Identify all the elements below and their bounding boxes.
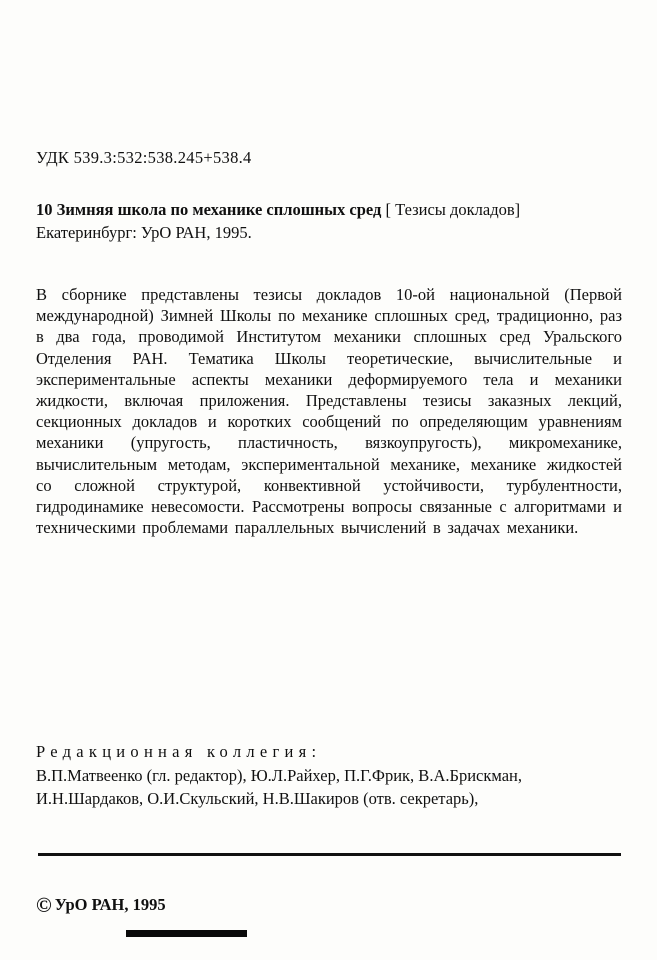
editorial-board-line-1: В.П.Матвеенко (гл. редактор), Ю.Л.Райхер, П.Г.Фрик, В.А.Брискман,: [36, 766, 522, 785]
book-title: 10 Зимняя школа по механике сплошных сред: [36, 200, 382, 219]
title-line: [36, 198, 622, 221]
title-block: [36, 198, 622, 244]
copyright-text: УрО РАН, 1995: [54, 895, 166, 914]
printer-mark-bar: [126, 930, 247, 937]
udk-classification: УДК 539.3:532:538.245+538.4: [36, 148, 252, 167]
editorial-board-line-2: И.Н.Шардаков, О.И.Скульский, Н.В.Шакиров (отв. секретарь),: [36, 789, 479, 808]
editorial-board-block: [36, 740, 622, 810]
editorial-board-heading: Редакционная коллегия:: [36, 742, 322, 761]
copyright-line: [36, 893, 166, 918]
title-subtitle: [ Тезисы докладов]: [381, 200, 521, 219]
horizontal-rule: [38, 853, 621, 856]
copyright-symbol: ©: [36, 893, 52, 917]
abstract-paragraph: В сборнике представлены тезисы докладов 10-ой национальной (Первой международной) Зимней Школы по механике сплошных сред, традиционно, раз в два года, проводимой Институтом механики сплошных сред Уральского Отделения РАН. Тематика Школы теоретические, вычислительные и экспериментальные аспекты механики деформируемого тела и механики жидкости, включая приложения. Представлены тезисы заказных лекций, секционных докладов и коротких сообщений по определяющим уравнениям механики (упругость, пластичность, вязкоупругость), микромеханике, вычислительным методам, экспериментальной механике, механике жидкостей со сложной структурой, конвективной устойчивости, турбулентности, гидродинамике невесомости. Рассмотрены вопросы связанные с алгоритмами и техническими проблемами параллельных вычислений в задачах механики.: [36, 285, 622, 538]
publisher-line: Екатеринбург: УрО РАН, 1995.: [36, 223, 252, 242]
